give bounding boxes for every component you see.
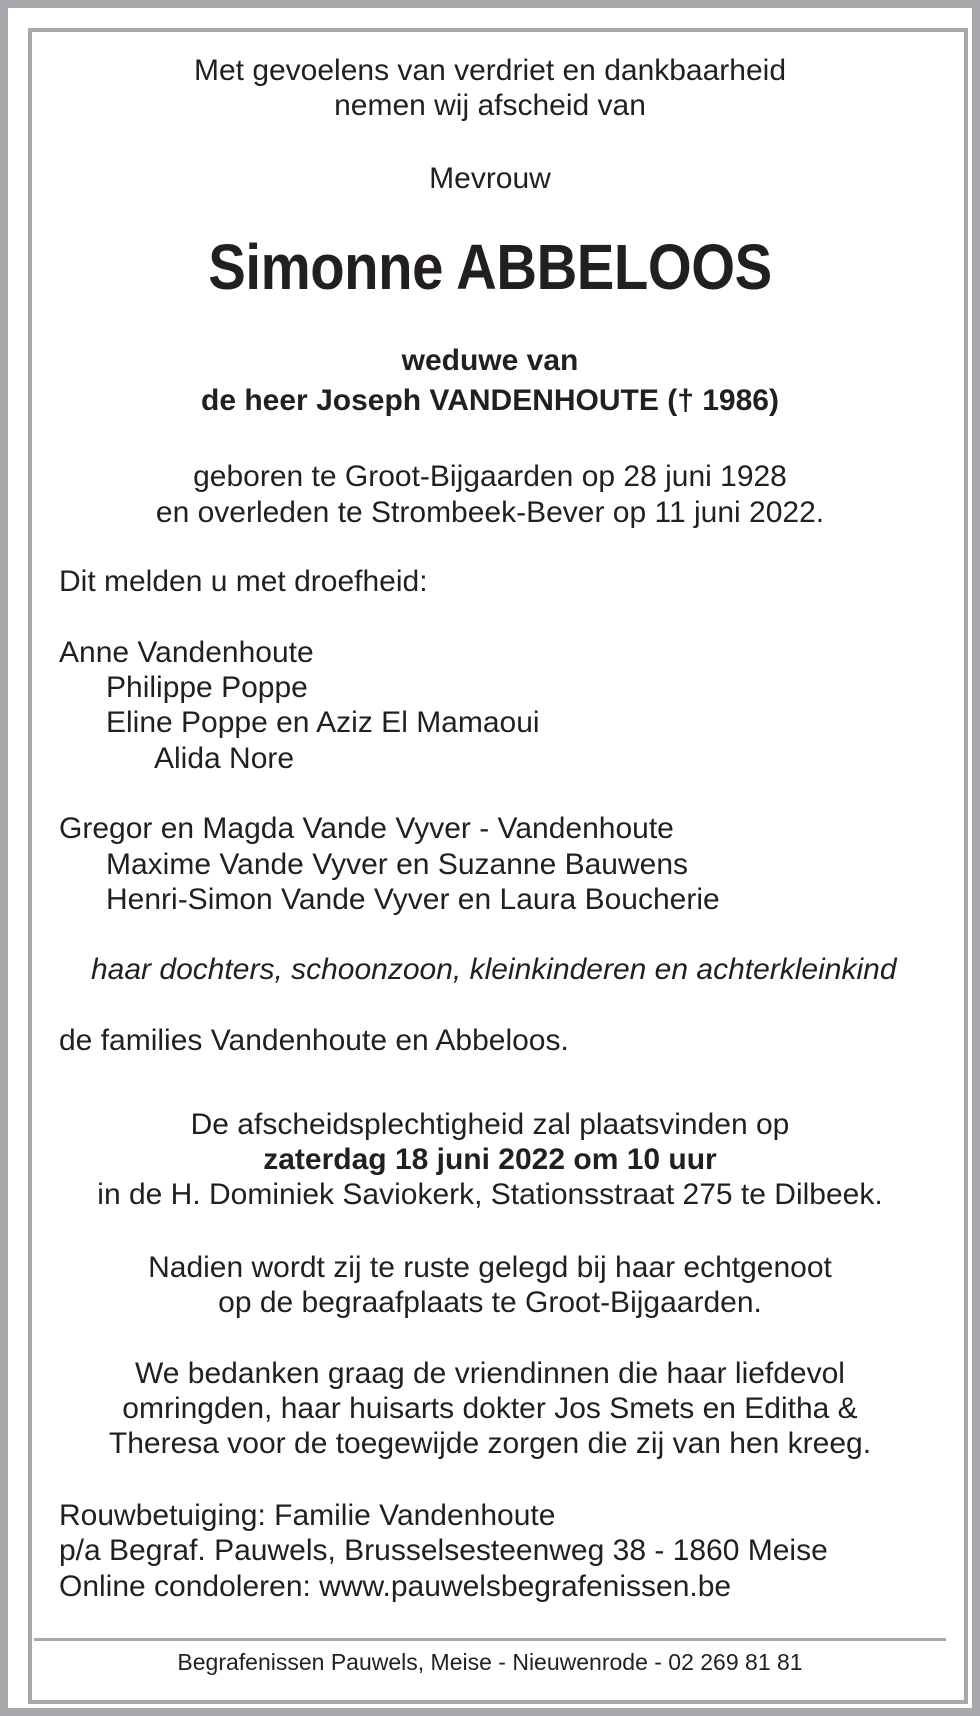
relation-line: haar dochters, schoonzoon, kleinkinderen en achterkleinkind [91,953,897,986]
mourner-name: Anne Vandenhoute [59,636,314,669]
mourner-name: Maxime Vande Vyver en Suzanne Bauwens [106,848,688,881]
families-line: de families Vandenhoute en Abbeloos. [59,1024,569,1057]
burial-line-2: op de begraafplaats te Groot-Bijgaarden. [218,1286,762,1319]
online-condolence-link[interactable]: Online condoleren: www.pauwelsbegrafenissen.be [59,1570,732,1603]
honorific: Mevrouw [429,162,551,195]
thanks-line-3: Theresa voor de toegewijde zorgen die zij van hen kreeg. [108,1427,872,1460]
birth-line: geboren te Groot-Bijgaarden op 28 juni 1928 [193,460,787,493]
death-line: en overleden te Strombeek-Bever op 11 juni 2022. [155,496,825,529]
ceremony-location: in de H. Dominiek Saviokerk, Stationsstraat 275 te Dilbeek. [97,1178,883,1211]
mourners-intro: Dit melden u met droefheid: [59,565,428,598]
mourner-name: Philippe Poppe [106,671,308,704]
intro-line-1: Met gevoelens van verdriet en dankbaarheid [193,54,787,87]
mourner-name: Alida Nore [154,742,295,775]
thanks-line-1: We bedanken graag de vriendinnen die haar liefdevol [135,1357,845,1390]
mourner-name: Gregor en Magda Vande Vyver - Vandenhoute [59,812,674,845]
condolence-address: p/a Begraf. Pauwels, Brusselsesteenweg 38 - 1860 Meise [59,1534,828,1567]
thanks-line-2: omringden, haar huisarts dokter Jos Smets en Editha & [122,1392,858,1425]
deceased-name: Simonne ABBELOOS [208,231,772,303]
spouse-line-1: weduwe van [401,344,579,377]
burial-line-1: Nadien wordt zij te ruste gelegd bij haar echtgenoot [148,1251,832,1284]
mourner-name: Eline Poppe en Aziz El Mamaoui [106,706,540,739]
spouse-line-2: de heer Joseph VANDENHOUTE († 1986) [201,384,779,417]
intro-line-2: nemen wij afscheid van [334,89,646,122]
mourner-name: Henri-Simon Vande Vyver en Laura Boucherie [106,883,720,916]
ceremony-intro: De afscheidsplechtigheid zal plaatsvinden op [190,1108,790,1141]
condolence-address-name: Rouwbetuiging: Familie Vandenhoute [59,1499,556,1532]
funeral-home-footer: Begrafenissen Pauwels, Meise - Nieuwenrode - 02 269 81 81 [177,1649,803,1675]
ceremony-date-time: zaterdag 18 juni 2022 om 10 uur [263,1143,717,1176]
footer-divider [34,1638,946,1641]
